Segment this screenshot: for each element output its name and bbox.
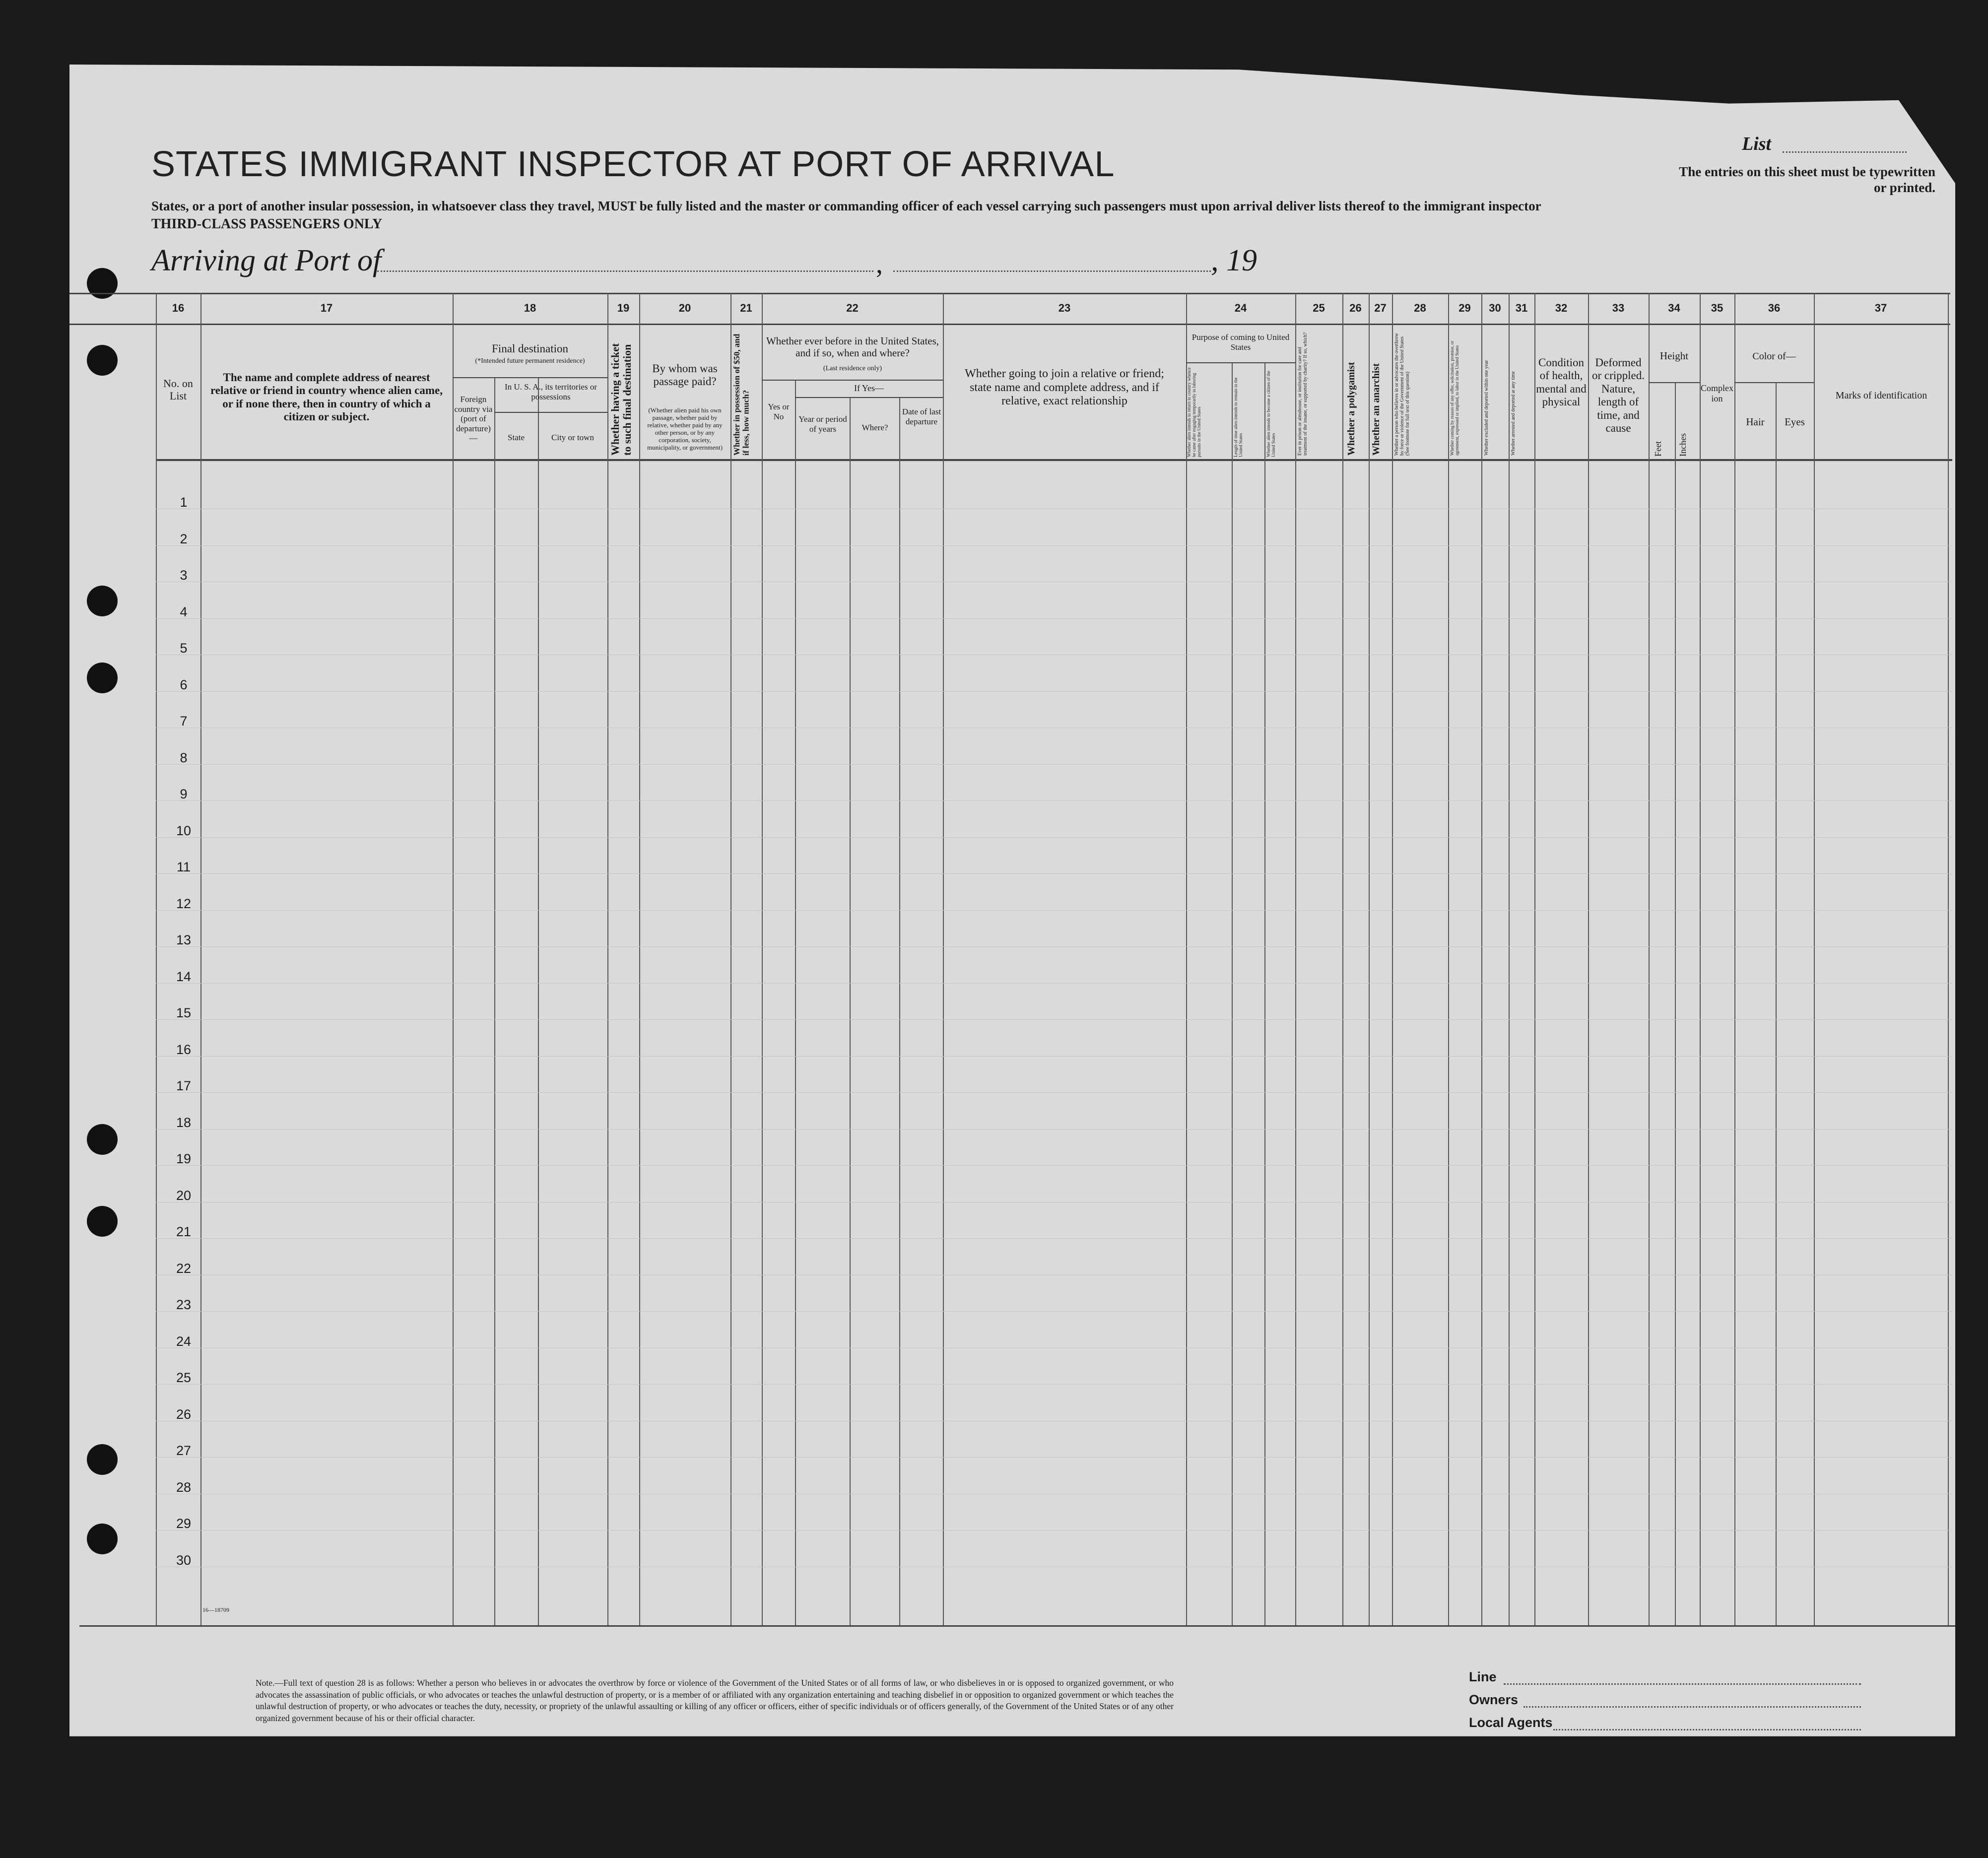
row-number: 3 — [180, 568, 188, 583]
col-line — [1295, 293, 1296, 1625]
punch-hole — [87, 663, 118, 693]
row-number: 18 — [176, 1115, 192, 1130]
list-field[interactable] — [1783, 151, 1907, 153]
header-nearest-relative: The name and complete address of nearest relative or friend in country whence alien came, or if none there, then in country of which a citizen or subject. — [210, 371, 443, 423]
header-final-destination-sub: (*Intended future permanent residence) — [475, 357, 585, 365]
header-inches: Inches — [1678, 433, 1688, 457]
punch-hole — [87, 1206, 118, 1237]
row-number: 11 — [176, 860, 191, 874]
row-number: 14 — [176, 969, 192, 984]
manifest-sheet — [69, 65, 1955, 1762]
line-label: Line — [1469, 1669, 1497, 1684]
row-number: 25 — [176, 1370, 192, 1385]
header-foreign-country: Foreign country via (port of departure)— — [454, 395, 493, 443]
col-line — [1369, 293, 1370, 1625]
row-rule — [156, 764, 1952, 765]
header-city-or-town: City or town — [551, 433, 594, 442]
arriving-label: Arriving at Port of — [151, 244, 382, 277]
row-number: 17 — [176, 1078, 192, 1093]
colnum-24: 24 — [1234, 302, 1247, 314]
punch-hole — [87, 1524, 118, 1554]
row-rule — [156, 545, 1952, 546]
row-number: 28 — [176, 1480, 192, 1495]
header-hair: Hair — [1746, 416, 1765, 428]
col-line — [156, 293, 157, 1625]
subheader-line — [1186, 362, 1295, 363]
header-bottom-line — [156, 459, 1952, 461]
row-number: 10 — [176, 823, 192, 838]
header-final-destination: Final destination — [492, 342, 568, 355]
col-line — [762, 293, 763, 1625]
subheader-line — [453, 377, 607, 378]
colnum-17: 17 — [320, 302, 333, 314]
header-color-of: Color of— — [1752, 351, 1796, 362]
col-line — [730, 293, 731, 1625]
header-ticket: Whether having a ticket to such final destination — [609, 343, 634, 456]
footnote-code: 16—18709b — [1112, 1736, 1141, 1743]
row-rule — [156, 618, 1952, 619]
colnum-26: 26 — [1349, 302, 1362, 314]
page-title: STATES IMMIGRANT INSPECTOR AT PORT OF ARRIVAL — [151, 144, 1115, 184]
row-rule — [156, 691, 1952, 692]
col-line — [1776, 382, 1777, 1625]
row-number: 29 — [176, 1516, 192, 1531]
row-number: 9 — [180, 787, 188, 801]
col-line — [200, 293, 201, 1625]
class-line: THIRD-CLASS PASSENGERS ONLY — [151, 216, 383, 232]
col-line — [1264, 362, 1265, 1625]
header-join-relative: Whether going to join a relative or friend; state name and complete address, and if relative, exact relationship — [965, 367, 1164, 408]
row-number: 19 — [176, 1151, 192, 1166]
colnum-28: 28 — [1414, 302, 1426, 314]
row-number: 24 — [176, 1334, 192, 1349]
colnum-34: 34 — [1668, 302, 1680, 314]
year-prefix: , 19 — [1211, 244, 1257, 277]
header-passage-paid: By whom was passage paid? — [652, 362, 718, 388]
table-top-line — [69, 293, 1950, 294]
row-rule — [156, 983, 1952, 984]
colnum-22: 22 — [846, 302, 859, 314]
row-rule — [156, 910, 1952, 911]
row-number: 2 — [180, 531, 188, 546]
punch-hole — [87, 1124, 118, 1155]
header-years: Year or period of years — [798, 414, 847, 434]
header-ever-before: Whether ever before in the United States, and if so, when and where? — [766, 335, 939, 359]
header-where: Where? — [861, 423, 888, 432]
row-rule — [156, 1092, 1952, 1093]
header-feet: Feet — [1653, 441, 1663, 457]
row-number: 7 — [180, 714, 188, 729]
col-line — [1509, 293, 1510, 1625]
header-height: Height — [1659, 350, 1689, 362]
row-rule — [156, 1019, 1952, 1020]
subheader-line — [795, 397, 943, 398]
punch-hole — [87, 345, 118, 376]
row-number: 27 — [176, 1443, 192, 1458]
row-number: 30 — [176, 1553, 192, 1568]
row-number: 16 — [176, 1042, 192, 1057]
col-line — [1448, 293, 1449, 1625]
row-rule — [156, 946, 1952, 947]
col-line — [639, 293, 640, 1625]
row-number: 5 — [180, 641, 188, 656]
col-line — [1232, 362, 1233, 1625]
header-complexion: Complexion — [1701, 383, 1733, 403]
row-number: 1 — [180, 495, 188, 510]
punch-hole — [87, 586, 118, 616]
col-line — [1481, 293, 1482, 1625]
colnum-32: 32 — [1555, 302, 1568, 314]
date-field[interactable] — [893, 270, 1211, 272]
colnum-37: 37 — [1874, 302, 1887, 314]
colnum-18: 18 — [524, 302, 536, 314]
subtitle: States, or a port of another insular possession, in whatsoever class they travel, MUST be fully listed and the master or commanding officer of each vessel carrying such passengers must upon arrival deliver lists thereof to the immigrant inspector — [151, 199, 1541, 213]
subheader-line — [762, 380, 943, 381]
comma: , — [876, 249, 883, 279]
header-date-last-departure: Date of last departure — [902, 407, 941, 426]
colnum-27: 27 — [1374, 302, 1387, 314]
col-line — [1392, 293, 1393, 1625]
colnum-20: 20 — [678, 302, 691, 314]
subheader-line — [1649, 382, 1700, 383]
line-field[interactable] — [1504, 1683, 1861, 1685]
header-excluded: Whether excluded and deported within one year — [1484, 360, 1489, 456]
row-number: 22 — [176, 1261, 192, 1276]
colnum-29: 29 — [1458, 302, 1471, 314]
col-line — [943, 293, 944, 1625]
colnum-23: 23 — [1058, 302, 1071, 314]
col-line — [494, 377, 495, 1625]
sheet-code: 16—18709 — [202, 1606, 229, 1613]
row-number: 15 — [176, 1005, 192, 1020]
row-number: 26 — [176, 1407, 192, 1422]
col-line — [1675, 382, 1676, 1625]
colnum-36: 36 — [1768, 302, 1781, 314]
local-agents-field[interactable] — [1553, 1729, 1861, 1730]
owners-label: Owners — [1469, 1692, 1519, 1707]
col-line — [1948, 293, 1949, 1625]
colnum-21: 21 — [740, 302, 752, 314]
colnum-33: 33 — [1612, 302, 1625, 314]
colnum-19: 19 — [617, 302, 630, 314]
header-eyes: Eyes — [1785, 416, 1805, 428]
header-health: Condition of health, mental and physical — [1536, 356, 1587, 408]
col-line — [1734, 293, 1735, 1625]
col-line — [1186, 293, 1187, 1625]
header-polygamist: Whether a polygamist — [1346, 362, 1357, 456]
entries-note: The entries on this sheet must be typewritten or printed. — [1679, 164, 1935, 196]
row-number: 20 — [176, 1188, 192, 1203]
col-line — [1588, 293, 1589, 1625]
row-rule — [156, 837, 1952, 838]
header-yes-or-no: Yes or No — [768, 402, 790, 421]
colnum-31: 31 — [1515, 302, 1528, 314]
colnum-divider — [69, 324, 1950, 325]
header-purpose: Purpose of coming to United States — [1192, 332, 1290, 352]
port-field[interactable] — [377, 270, 873, 272]
col-line — [1649, 293, 1650, 1625]
header-marks: Marks of identification — [1835, 390, 1927, 401]
row-rule — [156, 1457, 1952, 1458]
header-passage-paid-sub: (Whether alien paid his own passage, whether paid by relative, whether paid by any other person, or by any corporation, society, municipality, or government) — [647, 406, 723, 451]
table-bottom-line — [79, 1625, 1955, 1627]
header-deformed: Deformed or crippled. Nature, length of time, and cause — [1591, 356, 1645, 435]
row-rule — [156, 1165, 1952, 1166]
col-line — [1342, 293, 1343, 1625]
row-number: 4 — [180, 604, 188, 619]
subheader-line — [494, 412, 607, 413]
col-line — [1534, 293, 1535, 1625]
owners-field[interactable] — [1524, 1706, 1861, 1708]
punch-hole — [87, 1444, 118, 1475]
row-rule — [156, 1311, 1952, 1312]
header-overthrow: Whether a person who believes in or advocates the overthrow by force or violence of the Government of the United States (See footnote for full text of this question) — [1394, 333, 1410, 456]
row-number: 6 — [180, 677, 188, 692]
col-line — [795, 380, 796, 1625]
header-length-of-time: Length of time alien intends to remain in the United States — [1233, 377, 1243, 457]
row-rule — [156, 1056, 1952, 1057]
header-offer-to-labor: Whether coming by reason of any offer, solicitation, promise, or agreement, expressed or implied, to labor in the United States — [1450, 340, 1459, 456]
col-line — [1700, 293, 1701, 1625]
col-line — [453, 293, 454, 1625]
header-if-yes: If Yes— — [854, 383, 884, 393]
header-last-residence: (Last residence only) — [823, 365, 882, 372]
header-possession-50: Whether in possession of $50, and if less, how much? — [732, 333, 751, 456]
header-intends-return: Whether alien intends to return to country whence he came after engaging temporarily in laboring pursuits in the United States — [1187, 367, 1201, 457]
row-number: 8 — [180, 750, 188, 765]
footnote: Note.—Full text of question 28 is as follows: Whether a person who believes in or advocates the overthrow by force or violence of the Government of the United States or of all forms of law, or who disbelieves in or is opposed to organized government, or who advocates the assassination of public officials, or who advocates or teaches the unlawful destruction of property, or is a member of or affiliated with any organization entertaining and teaching disbelief in or opposition to organized government or which teaches the unlawful destruction of property, or who advocates or teaches the duty, necessity, or propriety of the unlawful assaulting or killing of any officer or officers, either of specific individuals or of officers generally, of the Government of the United States or of any other organized government because of his or their official character. — [256, 1678, 1174, 1723]
header-anarchist: Whether an anarchist — [1371, 363, 1382, 456]
col-line — [1814, 293, 1815, 1625]
header-state: State — [508, 433, 525, 442]
list-label: List — [1742, 133, 1772, 154]
header-in-usa: In U. S. A., its territories or possessions — [504, 382, 597, 401]
row-rule — [156, 1384, 1952, 1385]
row-number: 23 — [176, 1297, 192, 1312]
row-number: 12 — [176, 896, 192, 911]
row-number: 13 — [176, 932, 192, 947]
row-rule — [156, 800, 1952, 801]
row-rule — [156, 873, 1952, 874]
colnum-30: 30 — [1489, 302, 1501, 314]
header-become-citizen: Whether alien intends to become a citizen of the United States — [1266, 371, 1276, 457]
subheader-line — [1734, 382, 1814, 383]
colnum-16: 16 — [172, 302, 185, 314]
col-line — [538, 377, 539, 1625]
colnum-35: 35 — [1711, 302, 1723, 314]
header-no-on-list: No. on List — [163, 377, 193, 402]
header-arrested: Whether arrested and deported at any time — [1511, 371, 1516, 456]
local-agents-label: Local Agents — [1469, 1715, 1553, 1730]
col-line — [607, 293, 608, 1625]
header-prison: Ever in prison or almshouse, or institution for care and treatment of the insane, or supported by charity? If so, which? — [1297, 332, 1308, 456]
row-number: 21 — [176, 1224, 192, 1239]
row-rule — [156, 1238, 1952, 1239]
colnum-25: 25 — [1313, 302, 1325, 314]
